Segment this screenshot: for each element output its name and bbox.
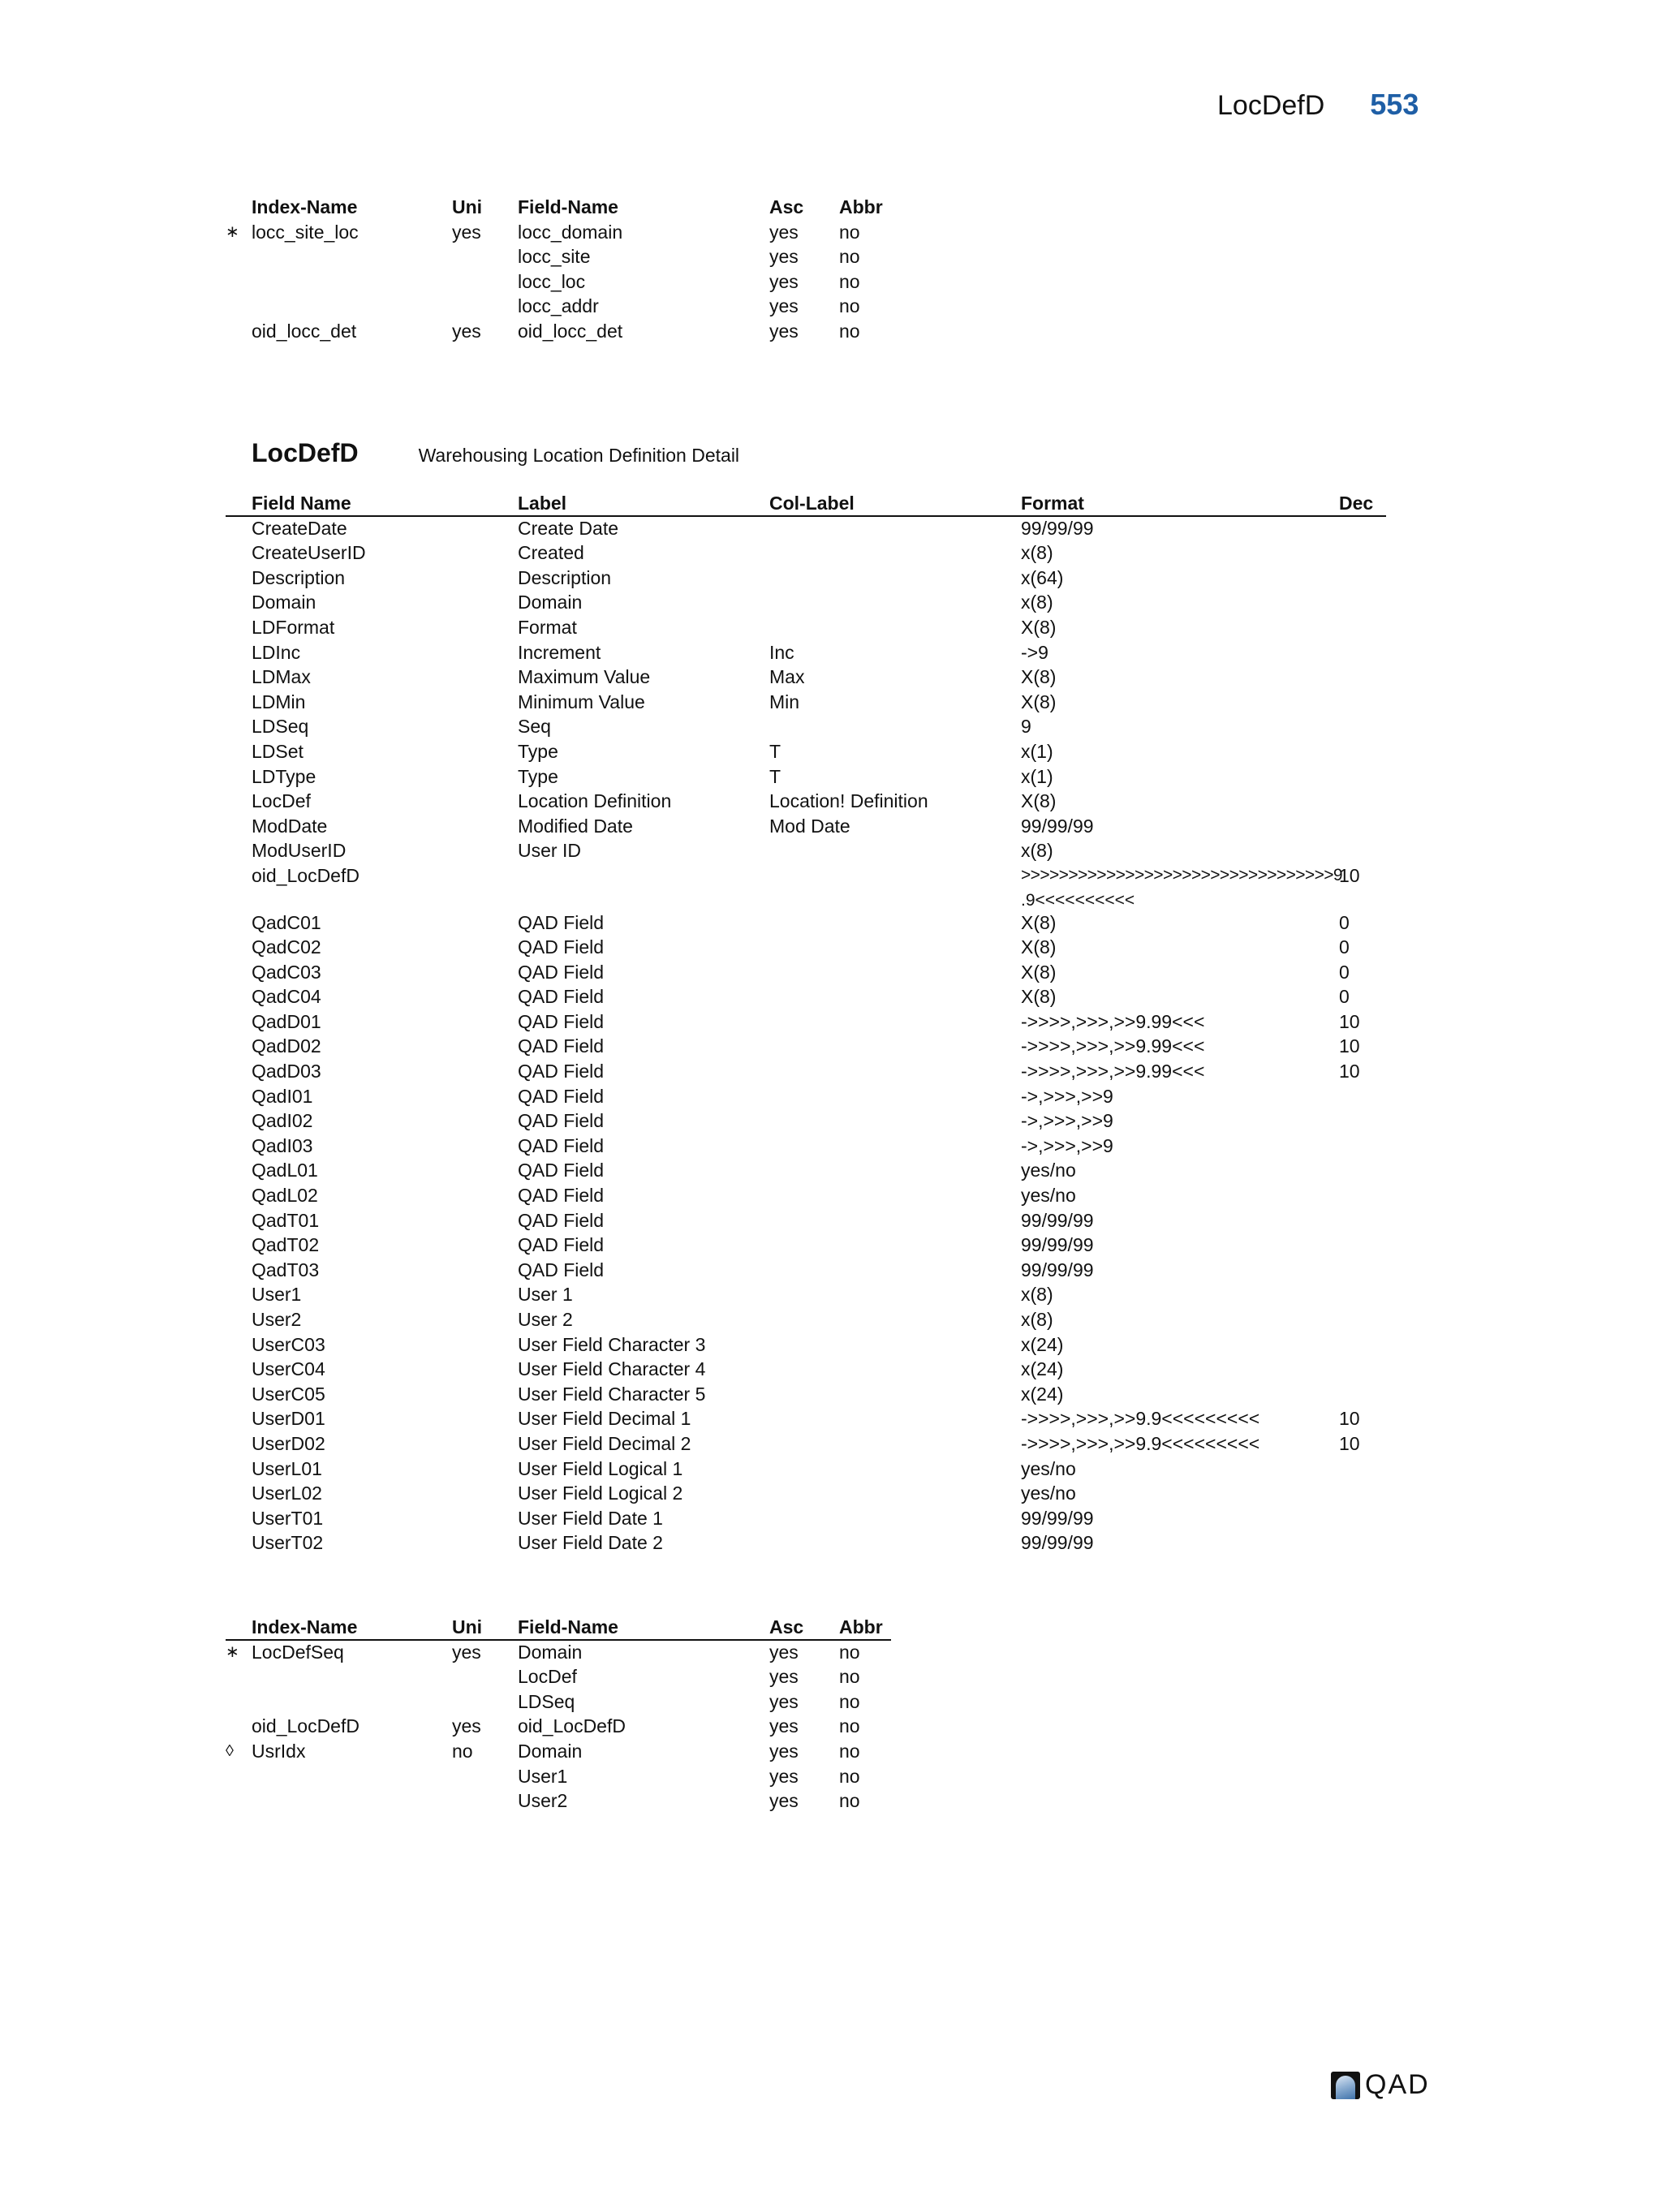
qad-logo-text: QAD [1365, 2069, 1430, 2100]
table-description: Warehousing Location Definition Detail [418, 445, 740, 466]
index-name: UsrIdx [252, 1740, 306, 1762]
format: x(24) [1021, 1383, 1064, 1405]
header-uni: Uni [452, 196, 483, 217]
field-name: UserD01 [252, 1408, 325, 1430]
field-label: Modified Date [518, 815, 633, 837]
table-row [226, 269, 891, 295]
diamond-index-icon: ◊ [226, 1741, 234, 1760]
primary-index-asterisk-icon: ∗ [226, 222, 239, 241]
table-row [226, 1009, 1386, 1035]
field-label: User 2 [518, 1309, 573, 1330]
asc: yes [769, 246, 799, 268]
field-name: LocDef [518, 1666, 577, 1688]
field-name: UserD02 [252, 1432, 325, 1454]
field-name: QadC04 [252, 986, 321, 1008]
field-name: User2 [252, 1309, 302, 1330]
abbr: no [839, 1790, 860, 1812]
asc: yes [769, 1740, 799, 1762]
field-name: Domain [518, 1641, 583, 1663]
format: ->>>>,>>>,>>9.99<<< [1021, 1061, 1205, 1082]
format: ->>>>,>>>,>>9.99<<< [1021, 1010, 1205, 1032]
index-table-header [226, 195, 891, 220]
field-name: oid_locc_det [518, 320, 623, 342]
field-name: QadI01 [252, 1085, 313, 1107]
field-label: User 1 [518, 1284, 573, 1306]
field-definition-table [226, 491, 1386, 1556]
format: 99/99/99 [1021, 1507, 1094, 1529]
field-name: LDMin [252, 691, 306, 712]
col-label: T [769, 765, 781, 787]
field-name: User1 [518, 1765, 568, 1787]
field-name: QadD03 [252, 1061, 321, 1082]
table-row [226, 1739, 891, 1764]
index-name: oid_locc_det [252, 320, 357, 342]
col-label: Inc [769, 641, 794, 663]
qad-logo-icon [1331, 2072, 1360, 2099]
header-field-name: Field-Name [518, 196, 618, 217]
asc: yes [769, 1765, 799, 1787]
table-row [226, 640, 1386, 665]
table-row [226, 1457, 1386, 1482]
field-name: Domain [518, 1740, 583, 1762]
table-row [226, 615, 1386, 640]
format: ->,>>>,>>9 [1021, 1085, 1113, 1107]
table-row [226, 1431, 1386, 1457]
abbr: no [839, 1690, 860, 1712]
field-label: Increment [518, 641, 601, 663]
table-title-block [252, 438, 739, 468]
running-header-title: LocDefD [1217, 90, 1325, 121]
format: x(8) [1021, 542, 1053, 564]
page-number: 553 [1370, 88, 1419, 121]
field-label: QAD Field [518, 1061, 605, 1082]
field-name: LDSeq [518, 1690, 575, 1712]
field-name: QadL02 [252, 1185, 318, 1207]
header-abbr: Abbr [839, 1616, 883, 1637]
table-row [226, 838, 1386, 863]
field-label: QAD Field [518, 1160, 605, 1181]
table-row [226, 294, 891, 319]
dec: 0 [1339, 911, 1350, 933]
table-row [226, 1689, 891, 1715]
field-rows [226, 516, 1386, 1556]
field-name: oid_LocDefD [252, 864, 360, 886]
format: 9 [1021, 716, 1031, 738]
table-row-continuation [226, 889, 1386, 910]
asc: yes [769, 270, 799, 292]
table-row [226, 1183, 1386, 1208]
field-name: QadI03 [252, 1134, 313, 1156]
abbr: no [839, 246, 860, 268]
dec: 0 [1339, 961, 1350, 983]
abbr: no [839, 1740, 860, 1762]
dec: 0 [1339, 986, 1350, 1008]
field-name: CreateDate [252, 517, 347, 539]
table-row [226, 1481, 1386, 1506]
field-label: Seq [518, 716, 551, 738]
format: x(8) [1021, 1309, 1053, 1330]
table-row [226, 244, 891, 269]
field-label: User ID [518, 840, 581, 862]
col-label: Max [769, 666, 805, 688]
field-name: LDMax [252, 666, 311, 688]
format: X(8) [1021, 790, 1057, 812]
format: yes/no [1021, 1457, 1076, 1479]
format: 99/99/99 [1021, 517, 1094, 539]
field-name: LDInc [252, 641, 301, 663]
field-name: LDFormat [252, 616, 335, 638]
abbr: no [839, 320, 860, 342]
field-name: UserT01 [252, 1507, 324, 1529]
table-row [226, 516, 1386, 541]
header-dec: Dec [1339, 493, 1374, 514]
table-row [226, 220, 891, 245]
table-row [226, 665, 1386, 690]
format: ->,>>>,>>9 [1021, 1110, 1113, 1132]
field-label: QAD Field [518, 986, 605, 1008]
uni: yes [452, 320, 481, 342]
field-label: QAD Field [518, 1209, 605, 1231]
field-label: QAD Field [518, 1134, 605, 1156]
table-row [226, 1059, 1386, 1084]
table-row [226, 739, 1386, 764]
table-row [226, 1034, 1386, 1059]
abbr: no [839, 1666, 860, 1688]
table-row [226, 764, 1386, 790]
dec: 10 [1339, 864, 1360, 886]
table-row [226, 910, 1386, 936]
table-row [226, 1788, 891, 1814]
asc: yes [769, 1641, 799, 1663]
table-row [226, 540, 1386, 566]
field-label: Type [518, 740, 558, 762]
format: x(8) [1021, 592, 1053, 613]
dec: 0 [1339, 936, 1350, 958]
field-label: QAD Field [518, 1110, 605, 1132]
uni: yes [452, 1641, 481, 1663]
table-row [226, 814, 1386, 839]
field-name: locc_addr [518, 295, 599, 317]
header-index-name: Index-Name [252, 1616, 358, 1637]
field-name: QadL01 [252, 1160, 318, 1181]
table-row [226, 1208, 1386, 1233]
field-label: Description [518, 566, 612, 588]
field-label: QAD Field [518, 1010, 605, 1032]
header-col-label: Col-Label [769, 493, 855, 514]
field-label: Minimum Value [518, 691, 645, 712]
field-name: UserT02 [252, 1532, 324, 1554]
table-row [226, 319, 891, 344]
abbr: no [839, 270, 860, 292]
field-label: QAD Field [518, 1085, 605, 1107]
field-name: UserL02 [252, 1483, 322, 1504]
asc: yes [769, 295, 799, 317]
format: 99/99/99 [1021, 1532, 1094, 1554]
table-row [226, 1108, 1386, 1134]
format: ->>>>,>>>,>>9.99<<< [1021, 1035, 1205, 1057]
field-name: QadC01 [252, 911, 321, 933]
table-row [226, 1640, 891, 1665]
format: x(1) [1021, 740, 1053, 762]
table-row [226, 1158, 1386, 1183]
asc: yes [769, 1666, 799, 1688]
field-label: Maximum Value [518, 666, 651, 688]
format: ->,>>>,>>9 [1021, 1134, 1113, 1156]
field-label: QAD Field [518, 1259, 605, 1280]
table-row [226, 1357, 1386, 1382]
format: 99/99/99 [1021, 1234, 1094, 1256]
field-label: Domain [518, 592, 583, 613]
table-row [226, 1714, 891, 1739]
header-index-name: Index-Name [252, 196, 358, 217]
format-continuation: .9<<<<<<<<<< [1021, 890, 1135, 910]
format: ->>>>,>>>,>>9.9<<<<<<<<< [1021, 1408, 1260, 1430]
field-name: ModUserID [252, 840, 347, 862]
col-label: Min [769, 691, 800, 712]
field-name: CreateUserID [252, 542, 366, 564]
table-row [226, 1382, 1386, 1407]
field-name: QadT02 [252, 1234, 320, 1256]
bottom-index-table [226, 1615, 891, 1814]
abbr: no [839, 221, 860, 243]
field-name: UserC03 [252, 1333, 325, 1355]
field-name: locc_domain [518, 221, 623, 243]
header-asc: Asc [769, 1616, 804, 1637]
table-row [226, 690, 1386, 715]
asc: yes [769, 1715, 799, 1737]
field-name: QadI02 [252, 1110, 313, 1132]
field-label: Location Definition [518, 790, 672, 812]
format: x(1) [1021, 765, 1053, 787]
table-row [226, 1084, 1386, 1109]
format: X(8) [1021, 616, 1057, 638]
table-row [226, 1134, 1386, 1159]
format: ->>>>,>>>,>>9.9<<<<<<<<< [1021, 1432, 1260, 1454]
dec: 10 [1339, 1432, 1360, 1454]
dec: 10 [1339, 1035, 1360, 1057]
asc: yes [769, 1690, 799, 1712]
field-name: LDSeq [252, 716, 309, 738]
col-label: Location! Definition [769, 790, 928, 812]
field-name: Domain [252, 592, 316, 613]
field-name: Description [252, 566, 346, 588]
format: >>>>>>>>>>>>>>>>>>>>>>>>>>>>>>>>>9 [1021, 865, 1342, 884]
table-name: LocDefD [252, 438, 359, 467]
table-row [226, 566, 1386, 591]
uni: yes [452, 1715, 481, 1737]
field-label: QAD Field [518, 1185, 605, 1207]
format: X(8) [1021, 691, 1057, 712]
asc: yes [769, 1790, 799, 1812]
format: X(8) [1021, 911, 1057, 933]
header-field-name: Field-Name [518, 1616, 618, 1637]
field-label: User Field Decimal 2 [518, 1432, 691, 1454]
dec: 10 [1339, 1010, 1360, 1032]
format: yes/no [1021, 1185, 1076, 1207]
table-row [226, 984, 1386, 1009]
qad-logo [1331, 2069, 1430, 2101]
field-label: QAD Field [518, 911, 605, 933]
table-row [226, 1764, 891, 1789]
table-row [226, 714, 1386, 739]
col-label: Mod Date [769, 815, 850, 837]
format: 99/99/99 [1021, 1259, 1094, 1280]
dec: 10 [1339, 1408, 1360, 1430]
page-header [1217, 88, 1419, 128]
field-name: UserC04 [252, 1358, 325, 1380]
field-label: QAD Field [518, 961, 605, 983]
asc: yes [769, 221, 799, 243]
index-name: oid_LocDefD [252, 1715, 360, 1737]
field-label: QAD Field [518, 1035, 605, 1057]
field-label: User Field Date 1 [518, 1507, 663, 1529]
field-label: User Field Logical 1 [518, 1457, 683, 1479]
abbr: no [839, 295, 860, 317]
field-label: User Field Character 4 [518, 1358, 706, 1380]
index-name: LocDefSeq [252, 1641, 344, 1663]
format: yes/no [1021, 1160, 1076, 1181]
format: x(64) [1021, 566, 1064, 588]
format: ->9 [1021, 641, 1048, 663]
field-name: QadT01 [252, 1209, 320, 1231]
header-abbr: Abbr [839, 196, 883, 217]
field-name: QadC02 [252, 936, 321, 958]
header-field-name: Field Name [252, 493, 351, 514]
header-asc: Asc [769, 196, 804, 217]
table-row [226, 1530, 1386, 1556]
field-label: User Field Character 5 [518, 1383, 706, 1405]
format: 99/99/99 [1021, 815, 1094, 837]
format: X(8) [1021, 986, 1057, 1008]
format: X(8) [1021, 961, 1057, 983]
field-name: LDType [252, 765, 316, 787]
field-label: QAD Field [518, 1234, 605, 1256]
field-name: QadD02 [252, 1035, 321, 1057]
field-label: User Field Decimal 1 [518, 1408, 691, 1430]
asc: yes [769, 320, 799, 342]
field-name: LocDef [252, 790, 311, 812]
table-row [226, 935, 1386, 960]
field-label: Format [518, 616, 577, 638]
header-format: Format [1021, 493, 1084, 514]
abbr: no [839, 1641, 860, 1663]
index-name: locc_site_loc [252, 221, 359, 243]
field-label: Create Date [518, 517, 619, 539]
field-label: Type [518, 765, 558, 787]
abbr: no [839, 1765, 860, 1787]
field-name: QadC03 [252, 961, 321, 983]
field-name: ModDate [252, 815, 328, 837]
field-label: QAD Field [518, 936, 605, 958]
field-name: User2 [518, 1790, 568, 1812]
abbr: no [839, 1715, 860, 1737]
table-row [226, 1282, 1386, 1307]
header-uni: Uni [452, 1616, 483, 1637]
index-table-header [226, 1615, 891, 1640]
field-label: User Field Character 3 [518, 1333, 706, 1355]
format: yes/no [1021, 1483, 1076, 1504]
format: X(8) [1021, 666, 1057, 688]
field-name: QadD01 [252, 1010, 321, 1032]
field-label: Created [518, 542, 584, 564]
uni: no [452, 1740, 473, 1762]
field-name: User1 [252, 1284, 302, 1306]
field-label: User Field Date 2 [518, 1532, 663, 1554]
header-label: Label [518, 493, 567, 514]
table-row [226, 1258, 1386, 1283]
col-label: T [769, 740, 781, 762]
format: 99/99/99 [1021, 1209, 1094, 1231]
field-label: User Field Logical 2 [518, 1483, 683, 1504]
format: x(8) [1021, 840, 1053, 862]
format: x(24) [1021, 1358, 1064, 1380]
dec: 10 [1339, 1061, 1360, 1082]
table-row [226, 1664, 891, 1689]
format: X(8) [1021, 936, 1057, 958]
table-row [226, 1233, 1386, 1258]
field-table-header [226, 491, 1386, 516]
field-name: locc_site [518, 246, 591, 268]
table-row [226, 960, 1386, 985]
field-name: UserC05 [252, 1383, 325, 1405]
field-name: QadT03 [252, 1259, 320, 1280]
table-row [226, 590, 1386, 615]
top-index-table [226, 195, 891, 344]
table-row [226, 1406, 1386, 1431]
field-name: locc_loc [518, 270, 586, 292]
uni: yes [452, 221, 481, 243]
format: x(8) [1021, 1284, 1053, 1306]
field-name: UserL01 [252, 1457, 322, 1479]
primary-index-asterisk-icon: ∗ [226, 1642, 239, 1661]
table-row [226, 789, 1386, 814]
table-row [226, 1307, 1386, 1332]
table-row [226, 1332, 1386, 1358]
table-row [226, 1506, 1386, 1531]
field-name: oid_LocDefD [518, 1715, 626, 1737]
field-name: LDSet [252, 740, 304, 762]
format: x(24) [1021, 1333, 1064, 1355]
table-row [226, 863, 1386, 889]
